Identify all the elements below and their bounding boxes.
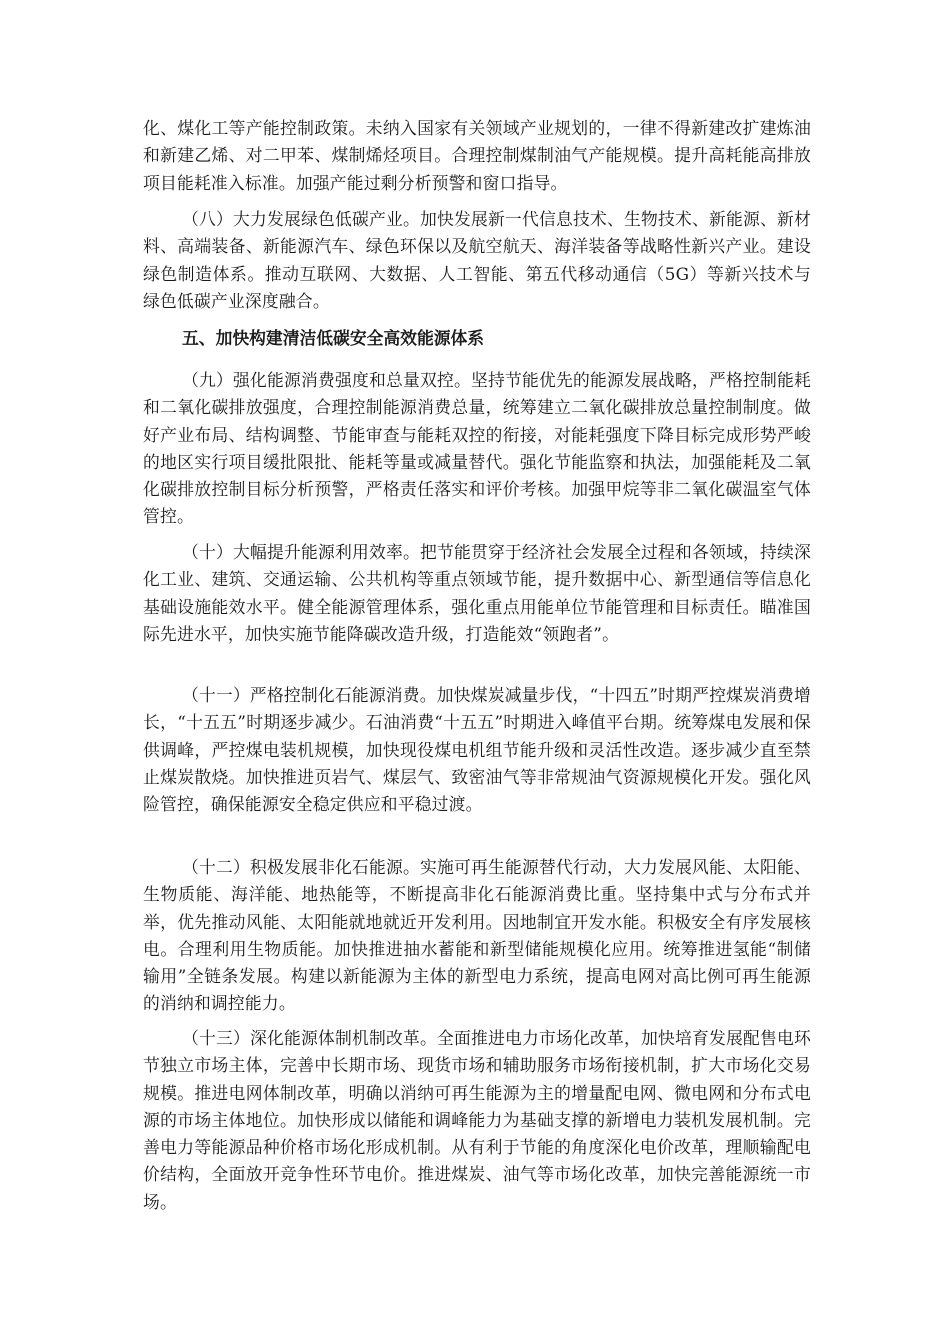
paragraph-section-12: （十二）积极发展非化石能源。实施可再生能源替代行动，大力发展风能、太阳能、生物质能、海洋能、地热能等，不断提高非化石能源消费比重。坚持集中式与分布式并举，优先推动风能、太阳能就地就近开发利用。因地制宜开发水能。积极安全有序发展核电。合理利用生物质能。加快推进抽水蓄能和新型储能规模化应用。统筹推进氢能“制储输用”全链条发展。构建以新能源为主体的新型电力系统，提高电网对高比例可再生能源的消纳和调控能力。 <box>143 857 811 1014</box>
paragraph-section-11: （十一）严格控制化石能源消费。加快煤炭减量步伐，“十四五”时期严控煤炭消费增长，“十五五”时期逐步减少。石油消费“十五五”时期进入峰值平台期。统筹煤电发展和保供调峰，严控煤电装机规模，加快现役煤电机组节能升级和灵活性改造。逐步减少直至禁止煤炭散烧。加快推进页岩气、煤层气、致密油气等非常规油气资源规模化开发。强化风险管控，确保能源安全稳定供应和平稳过渡。 <box>143 685 811 815</box>
paragraph-section-9: （九）强化能源消费强度和总量双控。坚持节能优先的能源发展战略，严格控制能耗和二氧化碳排放强度，合理控制能源消费总量，统筹建立二氧化碳排放总量控制制度。做好产业布局、结构调整、节能审查与能耗双控的衔接，对能耗强度下降目标完成形势严峻的地区实行项目缓批限批、能耗等量或减量替代。强化节能监察和执法，加强能耗及二氧化碳排放控制目标分析预警，严格责任落实和评价考核。加强甲烷等非二氧化碳温室气体管控。 <box>143 370 811 527</box>
paragraph-section-10: （十）大幅提升能源利用效率。把节能贯穿于经济社会发展全过程和各领域，持续深化工业、建筑、交通运输、公共机构等重点领域节能，提升数据中心、新型通信等信息化基础设施能效水平。健全能源管理体系，强化重点用能单位节能管理和目标责任。瞄准国际先进水平，加快实施节能降碳改造升级，打造能效“领跑者”。 <box>143 542 811 644</box>
paragraph-section-13: （十三）深化能源体制机制改革。全面推进电力市场化改革，加快培育发展配售电环节独立市场主体，完善中长期市场、现货市场和辅助服务市场衔接机制，扩大市场化交易规模。推进电网体制改革，明确以消纳可再生能源为主的增量配电网、微电网和分布式电源的市场主体地位。加快形成以储能和调峰能力为基础支撑的新增电力装机发展机制。完善电力等能源品种价格市场化形成机制。从有利于节能的角度深化电价改革，理顺输配电价结构，全面放开竞争性环节电价。推进煤炭、油气等市场化改革，加快完善能源统一市场。 <box>143 1028 811 1212</box>
section-heading-5: 五、加快构建清洁低碳安全高效能源体系 <box>182 328 485 348</box>
paragraph-continuation: 化、煤化工等产能控制政策。未纳入国家有关领域产业规划的，一律不得新建改扩建炼油和新建乙烯、对二甲苯、煤制烯烃项目。合理控制煤制油气产能规模。提升高耗能高排放项目能耗准入标准。加强产能过剩分析预警和窗口指导。 <box>143 118 811 193</box>
paragraph-section-8: （八）大力发展绿色低碳产业。加快发展新一代信息技术、生物技术、新能源、新材料、高端装备、新能源汽车、绿色环保以及航空航天、海洋装备等战略性新兴产业。建设绿色制造体系。推动互联网、大数据、人工智能、第五代移动通信（5G）等新兴技术与绿色低碳产业深度融合。 <box>143 209 811 311</box>
